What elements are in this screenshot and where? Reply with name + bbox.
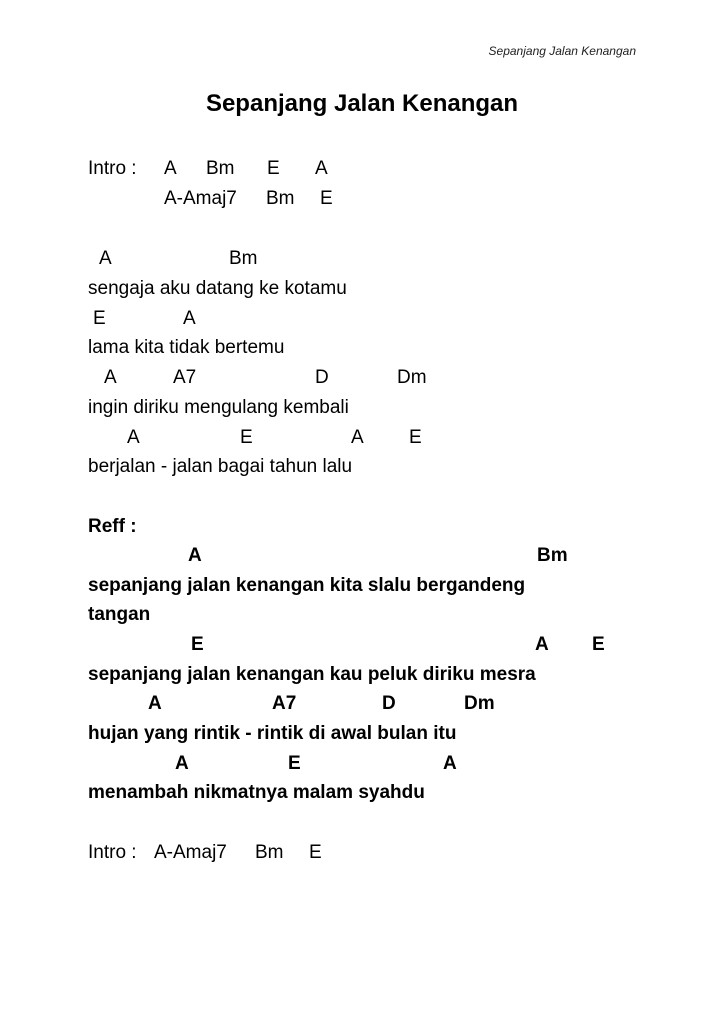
chord: A: [443, 753, 457, 774]
chord: E: [592, 634, 605, 655]
chord: A: [183, 308, 196, 329]
chord: E: [240, 427, 253, 448]
chord: A: [351, 427, 364, 448]
song-title: Sepanjang Jalan Kenangan: [205, 90, 519, 117]
chord: A-Amaj7: [164, 188, 237, 209]
lyric-line: hujan yang rintik - rintik di awal bulan itu: [88, 723, 457, 744]
chord: Bm: [255, 842, 284, 863]
chord: A: [148, 693, 162, 714]
chord: E: [267, 158, 280, 179]
lyric-line: menambah nikmatnya malam syahdu: [88, 782, 425, 803]
chord: A: [164, 158, 177, 179]
chord: E: [93, 308, 106, 329]
chord: A: [104, 367, 117, 388]
chord: Dm: [464, 693, 495, 714]
chord: Bm: [537, 545, 568, 566]
lyric-line: sengaja aku datang ke kotamu: [88, 278, 347, 299]
chord: A: [175, 753, 189, 774]
chord: D: [382, 693, 396, 714]
chord: Bm: [229, 248, 258, 269]
lyric-line: ingin diriku mengulang kembali: [88, 397, 349, 418]
lyric-line-continuation: tangan: [88, 604, 151, 625]
chord: A: [188, 545, 202, 566]
reff-label: Reff :: [88, 516, 137, 537]
chord: E: [309, 842, 322, 863]
chord: A7: [272, 693, 297, 714]
chord: Dm: [397, 367, 427, 388]
chord: A: [315, 158, 328, 179]
chord: D: [315, 367, 329, 388]
chord: E: [409, 427, 422, 448]
chord: A7: [173, 367, 197, 388]
chord: A-Amaj7: [154, 842, 227, 863]
chord: A: [127, 427, 140, 448]
outro-label: Intro :: [88, 842, 137, 863]
running-header: Sepanjang Jalan Kenangan: [488, 44, 636, 58]
chord: Bm: [206, 158, 235, 179]
chord: Bm: [266, 188, 295, 209]
lyric-line: sepanjang jalan kenangan kita slalu bergandeng: [88, 575, 526, 596]
intro-label: Intro :: [88, 158, 137, 179]
chord: E: [320, 188, 333, 209]
lyric-line: berjalan - jalan bagai tahun lalu: [88, 456, 353, 477]
chord: E: [288, 753, 301, 774]
lyric-line: sepanjang jalan kenangan kau peluk diriku mesra: [88, 664, 536, 685]
lyric-line: lama kita tidak bertemu: [88, 337, 285, 358]
chord: A: [535, 634, 549, 655]
chord: E: [191, 634, 204, 655]
chord: A: [99, 248, 112, 269]
